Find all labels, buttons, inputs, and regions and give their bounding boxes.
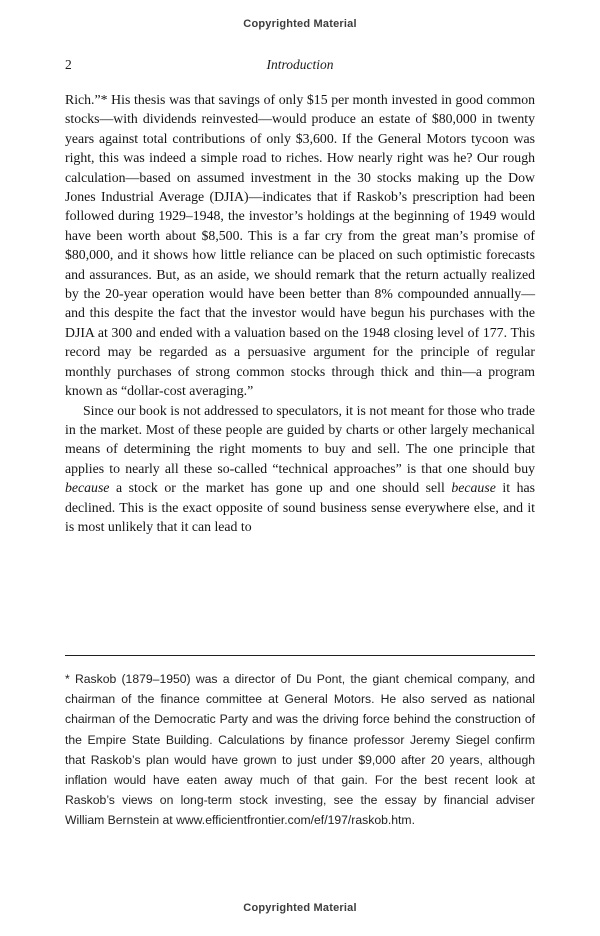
copyright-notice-top: Copyrighted Material — [243, 18, 357, 30]
page-header — [65, 57, 535, 73]
paragraph — [65, 401, 535, 537]
footnote: * Raskob (1879–1950) was a director of Du Pont, the giant chemical company, and chairman of the finance committee at General Motors. He also served as national chairman of the Democratic Party and was the driving force behind the construction of the Empire State Building. Calculations by finance professor Jeremy Siegel confirm that Raskob’s plan would have grown to just under $9,000 after 20 years, although inflation would have eaten away much of that gain. For the best recent look at Raskob’s views on long-term stock investing, see the essay by financial adviser William Bernstein at www.efficientfrontier.com/ef/197/raskob.htm. — [65, 655, 535, 831]
paragraph — [65, 90, 535, 401]
text-run: Rich.”* His thesis was that savings of only $15 per month invested in good common stocks—with dividends reinvested—would produce an estate of $80,000 in twenty years against total contributions of only $3,600. If the General Motors tycoon was right, this was indeed a simple road to riches. How nearly right was he? Our rough calculation—based on assumed investment in the 30 stocks making up the Dow Jones Industrial Average (DJIA)—indicates that if Raskob’s prescription had been followed during 1929–1948, the investor’s holdings at the beginning of 1949 would have been worth about $8,500. This is a far cry from the great man’s promise of $80,000, and it shows how little reliance can be placed on such optimistic forecasts and assurances. But, as an aside, we should remark that the return actually realized by the 20-year operation would have been better than 8% compounded annually—and this despite the fact that the investor would have begun his purchases with the DJIA at 300 and ended with a valuation based on the 1948 closing level of 177. This record may be regarded as a persuasive argument for the principle of regular monthly purchases of strong common stocks through thick and thin—a program known as “dollar-cost averaging.” — [65, 92, 535, 399]
copyright-notice-bottom: Copyrighted Material — [243, 902, 357, 914]
text-run: a stock or the market has gone up and one should sell — [109, 480, 452, 496]
body-text — [65, 90, 535, 536]
text-run: Since our book is not addressed to speculators, it is not meant for those who trade in the market. Most of these people are guided by charts or other largely mechanical means of determining the right moments to buy and sell. The one principle that applies to nearly all these so-called “technical approaches” is that one should buy — [65, 402, 535, 476]
chapter-title: Introduction — [266, 57, 334, 72]
text-run: because — [65, 480, 110, 496]
page-number: 2 — [65, 57, 72, 72]
text-run: because — [451, 480, 496, 496]
text-run: it has declined. This is the exact opposite of sound business sense everywhere else, and it is most unlikely that it can lead to — [65, 480, 535, 534]
